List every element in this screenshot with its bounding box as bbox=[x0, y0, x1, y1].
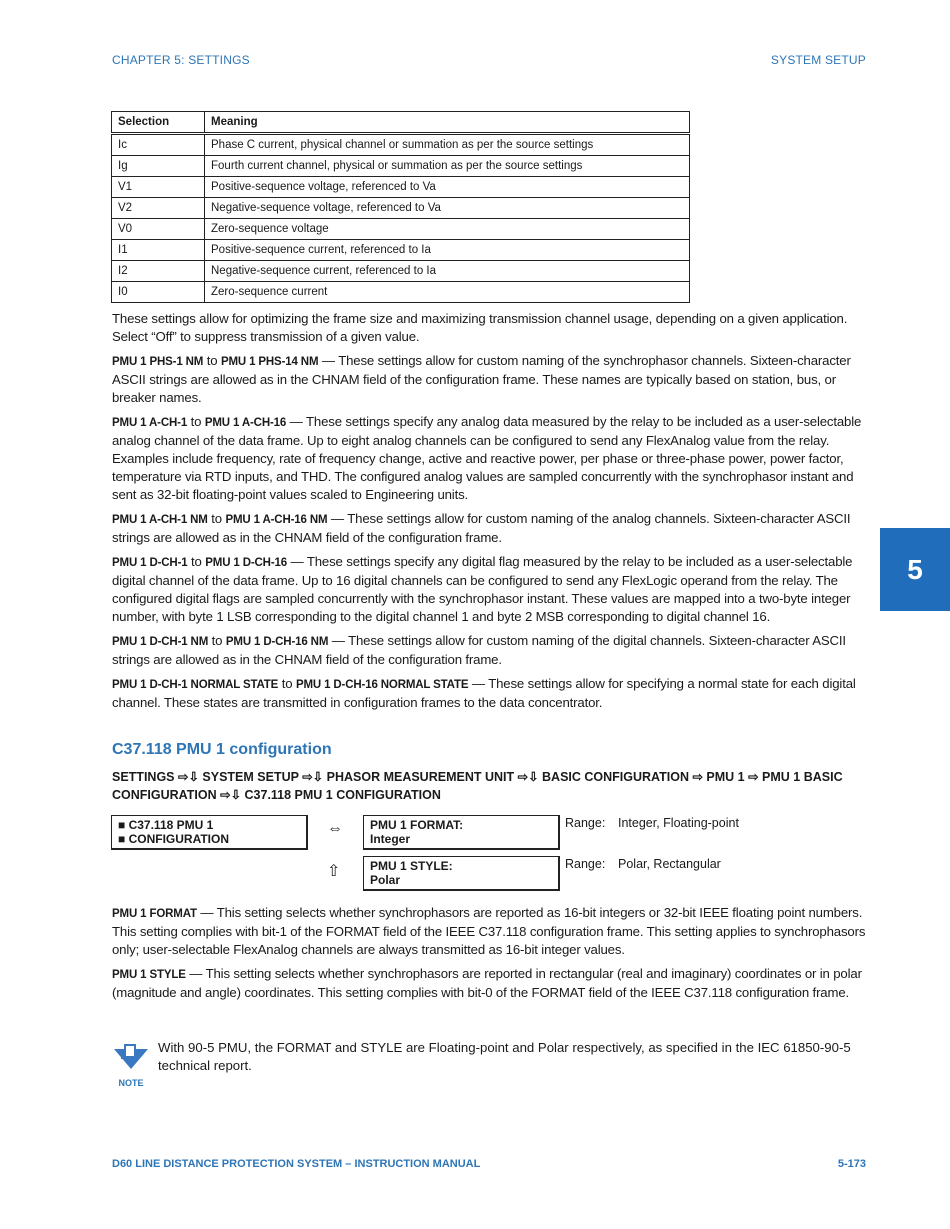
menu-line: ■ CONFIGURATION bbox=[118, 832, 230, 846]
paragraph bbox=[112, 632, 866, 669]
body-text bbox=[112, 310, 866, 718]
table-row bbox=[112, 219, 690, 240]
paragraph-text: — These settings specify any digital flag measured by the relay to be included as a user-selectable digital channel of the data frame. Up to 16 digital channels can be configured to send any FlexLogic operand from the relay. The configured digital flags are sampled concurrently with the synchrophasor instant. These values are mapped into a two-byte integer number, with byte 1 LSB corresponding to the digital channel 1 and byte 2 MSB corresponding to digital channel 16. bbox=[112, 554, 853, 624]
setting-keyword: PMU 1 D-CH-16 NORMAL STATE bbox=[295, 679, 469, 691]
range-label: Range: bbox=[565, 857, 606, 871]
range-value: Polar, Rectangular bbox=[618, 857, 721, 871]
paragraph bbox=[112, 310, 866, 346]
chapter-tab: 5 bbox=[880, 528, 950, 611]
setting-keyword: PMU 1 STYLE bbox=[112, 969, 186, 981]
paragraph-text: — These settings allow for custom naming of the synchrophasor channels. Sixteen-character ASCII strings are allowed as in the CHNAM field of the configuration frame. These names are typically based on station, bus, or breaker names. bbox=[112, 353, 851, 405]
table-row bbox=[112, 261, 690, 282]
bidirectional-arrow-icon: ⇔ bbox=[327, 820, 343, 837]
to-word: to bbox=[187, 414, 205, 429]
meaning-cell: Positive-sequence current, referenced to Ia bbox=[205, 240, 690, 261]
paragraph bbox=[112, 965, 866, 1002]
to-word: to bbox=[208, 633, 226, 648]
setting-keyword: PMU 1 D-CH-1 NM bbox=[112, 636, 209, 648]
selection-cell: V0 bbox=[112, 219, 205, 240]
selection-table bbox=[111, 111, 690, 303]
setting-keyword: PMU 1 PHS-14 NM bbox=[220, 356, 319, 368]
to-word: to bbox=[278, 676, 296, 691]
selection-cell: Ic bbox=[112, 134, 205, 156]
column-header: Selection bbox=[112, 112, 205, 134]
format-range bbox=[565, 816, 739, 830]
style-setting-box bbox=[363, 856, 560, 891]
settings-path: SETTINGS ⇨⇩ SYSTEM SETUP ⇨⇩ PHASOR MEASUREMENT UNIT ⇨⇩ BASIC CONFIGURATION ⇨ PMU 1 ⇨ PMU 1 BASIC CONFIGURATION ⇨⇩ C37.118 PMU 1 CONFIGURATION bbox=[112, 770, 843, 802]
column-header: Meaning bbox=[205, 112, 690, 134]
meaning-cell: Phase C current, physical channel or summation as per the source settings bbox=[205, 134, 690, 156]
setting-keyword: PMU 1 A-CH-16 NM bbox=[225, 514, 328, 526]
section-header: SYSTEM SETUP bbox=[770, 53, 866, 67]
table-row bbox=[112, 282, 690, 303]
paragraph-text: These settings allow for optimizing the frame size and maximizing transmission channel usage, depending on a given application. Select “Off” to suppress transmission of a given value. bbox=[112, 311, 848, 344]
selection-cell: I1 bbox=[112, 240, 205, 261]
style-range bbox=[565, 857, 721, 871]
setting-value: Polar bbox=[370, 873, 401, 887]
setting-keyword: PMU 1 A-CH-1 bbox=[112, 417, 188, 429]
menu-box bbox=[111, 815, 308, 850]
setting-keyword: PMU 1 D-CH-1 bbox=[112, 557, 188, 569]
setting-keyword: PMU 1 D-CH-1 NORMAL STATE bbox=[112, 679, 279, 691]
setting-keyword: PMU 1 A-CH-16 bbox=[204, 417, 287, 429]
section-title: C37.118 PMU 1 configuration bbox=[112, 741, 332, 758]
chapter-header: CHAPTER 5: SETTINGS bbox=[112, 53, 250, 67]
table-row bbox=[112, 177, 690, 198]
selection-cell: V2 bbox=[112, 198, 205, 219]
paragraph-text: — These settings allow for custom naming of the analog channels. Sixteen-character ASCII strings are allowed as in the CHNAM field of the configuration frame. bbox=[112, 511, 851, 545]
meaning-cell: Fourth current channel, physical or summation as per the source settings bbox=[205, 156, 690, 177]
table-row bbox=[112, 198, 690, 219]
paragraph bbox=[112, 510, 866, 547]
paragraph-text: — This setting selects whether synchrophasors are reported in rectangular (real and imaginary) coordinates or in polar (magnitude and angle) coordinates. This setting complies with bit-0 of the FORMAT field of the IEEE C37.118 configuration frame. bbox=[112, 966, 862, 1000]
paragraph bbox=[112, 675, 866, 712]
to-word: to bbox=[203, 353, 221, 368]
meaning-cell: Zero-sequence current bbox=[205, 282, 690, 303]
up-arrow-icon: ⇧ bbox=[327, 863, 341, 880]
note-label: NOTE bbox=[118, 1078, 144, 1088]
setting-keyword: PMU 1 D-CH-16 NM bbox=[225, 636, 329, 648]
meaning-cell: Negative-sequence current, referenced to Ia bbox=[205, 261, 690, 282]
meaning-cell: Negative-sequence voltage, referenced to Va bbox=[205, 198, 690, 219]
table-row bbox=[112, 240, 690, 261]
selection-cell: Ig bbox=[112, 156, 205, 177]
range-value: Integer, Floating-point bbox=[618, 816, 739, 830]
menu-line: ■ C37.118 PMU 1 bbox=[118, 818, 214, 832]
meaning-cell: Positive-sequence voltage, referenced to Va bbox=[205, 177, 690, 198]
manual-title-footer: D60 LINE DISTANCE PROTECTION SYSTEM – INSTRUCTION MANUAL bbox=[112, 1158, 481, 1170]
paragraph-text: — This setting selects whether synchrophasors are reported as 16-bit integers or 32-bit IEEE floating point numbers. This setting complies with bit-1 of the FORMAT field of the IEEE C37.118 configuration frame. This setting applies to synchrophasors only; user-selectable FlexAnalog channels are always transmitted as 16-bit integer values. bbox=[112, 905, 866, 957]
paragraph bbox=[112, 553, 866, 626]
to-word: to bbox=[187, 554, 206, 569]
paragraph bbox=[112, 352, 866, 407]
table-row bbox=[112, 156, 690, 177]
note-icon bbox=[112, 1043, 150, 1088]
note-text: With 90-5 PMU, the FORMAT and STYLE are Floating-point and Polar respectively, as specified in the IEC 61850-90-5 technical report. bbox=[158, 1040, 851, 1073]
meaning-cell: Zero-sequence voltage bbox=[205, 219, 690, 240]
setting-value: Integer bbox=[370, 832, 411, 846]
format-setting-box bbox=[363, 815, 560, 850]
selection-cell: I2 bbox=[112, 261, 205, 282]
setting-name: PMU 1 FORMAT: bbox=[370, 818, 464, 832]
paragraph bbox=[112, 413, 866, 504]
setting-name: PMU 1 STYLE: bbox=[370, 859, 453, 873]
paragraph-text: — These settings specify any analog data measured by the relay to be included as a user-selectable analog channel of the data frame. Up to eight analog channels can be configured to send any FlexAnalog value from the relay. Examples include frequency, rate of frequency change, active and reactive power, per phase or three-phase power, power factor, temperature via RTD inputs, and THD. The configured analog values are sampled concurrently with the synchrophasor instant and sent as 32-bit floating-point values scaled to Engineering units. bbox=[112, 414, 862, 502]
selection-cell: I0 bbox=[112, 282, 205, 303]
paragraph-text: — These settings allow for specifying a normal state for each digital channel. These states are transmitted in configuration frames to the data concentrator. bbox=[112, 676, 856, 710]
table-row bbox=[112, 134, 690, 156]
to-word: to bbox=[207, 511, 226, 526]
setting-keyword: PMU 1 A-CH-1 NM bbox=[112, 514, 208, 526]
setting-keyword: PMU 1 PHS-1 NM bbox=[112, 356, 204, 368]
range-label: Range: bbox=[565, 816, 606, 830]
page-number: 5-173 bbox=[837, 1158, 866, 1170]
paragraph bbox=[112, 904, 866, 959]
setting-keyword: PMU 1 D-CH-16 bbox=[205, 557, 288, 569]
selection-cell: V1 bbox=[112, 177, 205, 198]
paragraph-text: — These settings allow for custom naming of the digital channels. Sixteen-character ASCII strings are allowed as in the CHNAM field of the configuration frame. bbox=[112, 633, 846, 667]
body-text-2 bbox=[112, 904, 866, 1008]
setting-keyword: PMU 1 FORMAT bbox=[112, 908, 197, 920]
